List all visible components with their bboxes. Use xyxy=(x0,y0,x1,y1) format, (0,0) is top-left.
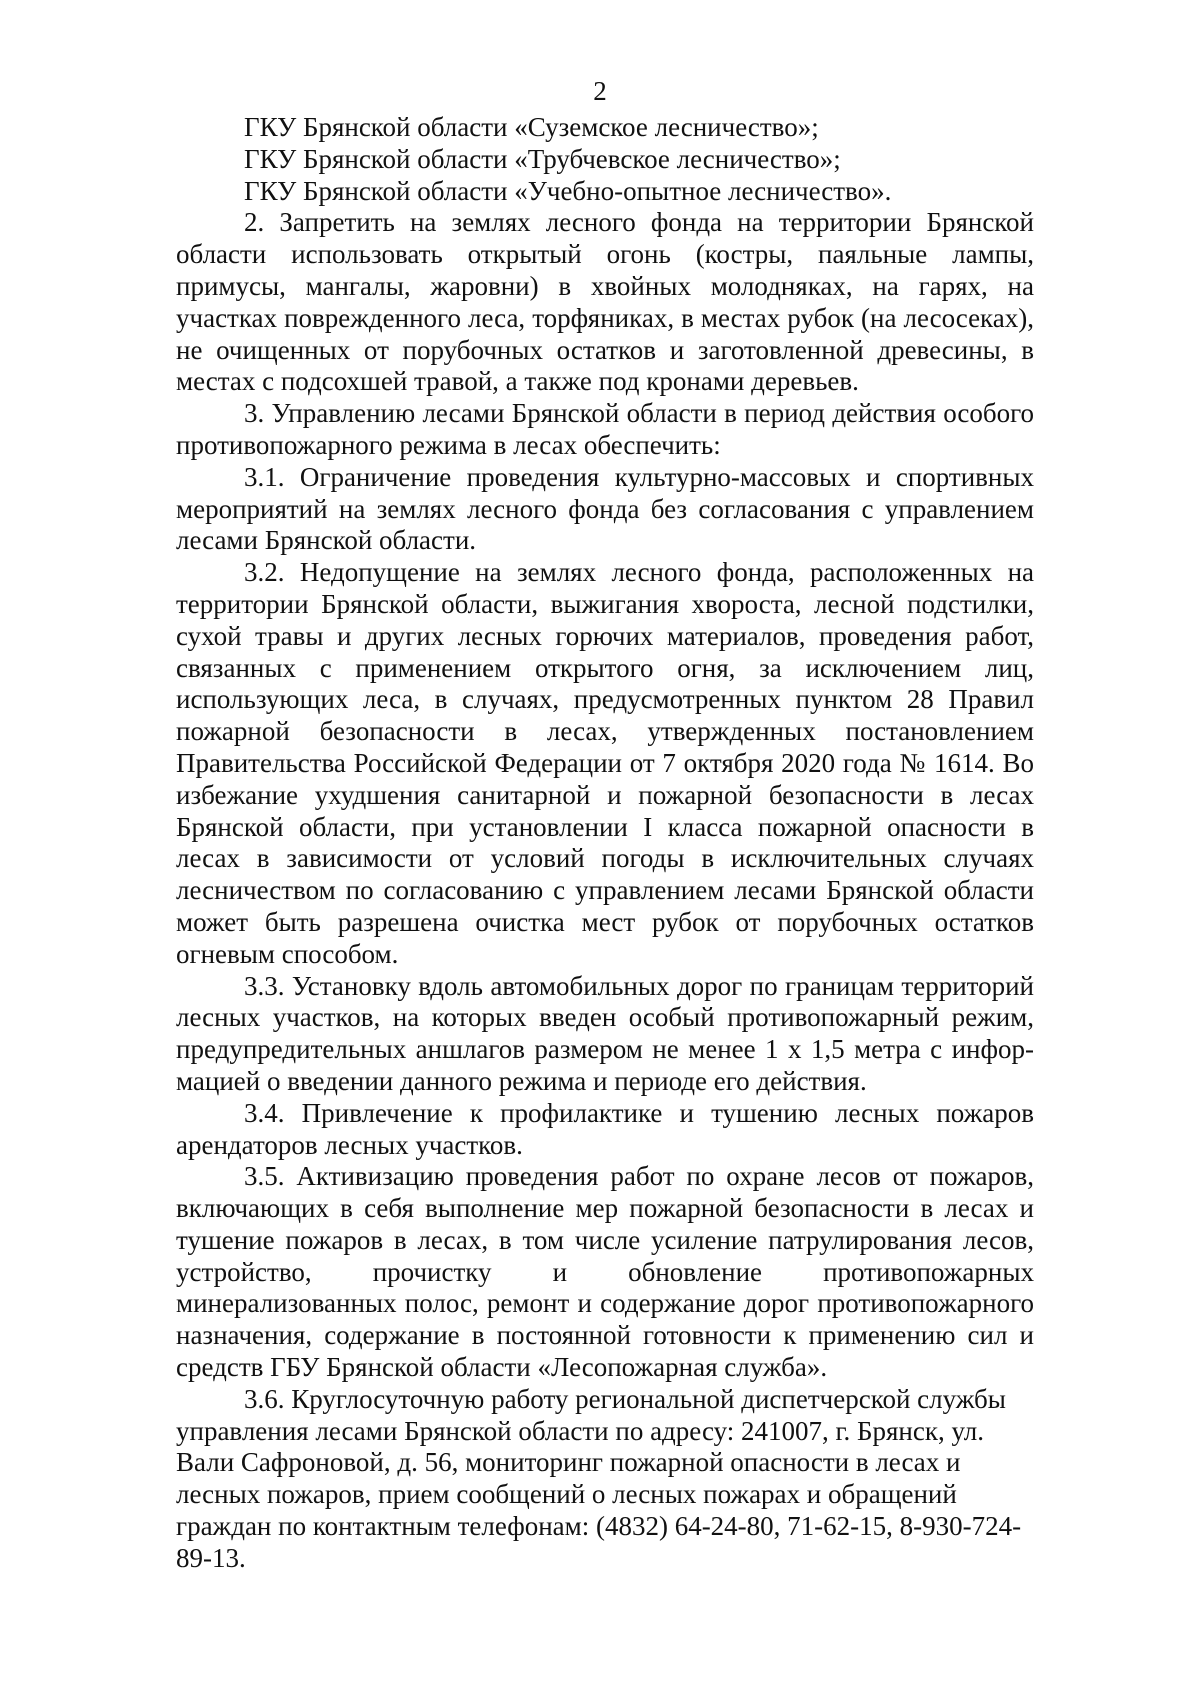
paragraph-3-6-dispatch-service: 3.6. Круглосуточную работу региональной диспетчерской службы управления лесами Брянской области по адресу: 241007, г. Брянск, ул. Вали Сафроновой, д. 56, мониторинг пожарной опасности в лесах и лесных пожаров, прием сообщений о лесных пожарах и обращений граждан по контактным телефонам: (4832) 64-24-80, 71-62-15, 8-930-724-89-13. xyxy=(176,1383,1022,1573)
paragraph-forestry-training: ГКУ Брянской области «Учебно-опытное лесничество». xyxy=(244,175,892,206)
paragraph-3-4-tenants-involvement: 3.4. Привлечение к профилактике и тушению лесных пожаров арендаторов лесных участков. xyxy=(176,1097,1034,1160)
paragraph-forestry-trubchevsk: ГКУ Брянской области «Трубчевское лесничество»; xyxy=(244,143,841,174)
page-number: 2 xyxy=(593,76,607,106)
document-body xyxy=(176,112,1034,1575)
paragraph-forestry-suzemka: ГКУ Брянской области «Суземское лесничество»; xyxy=(244,112,819,142)
paragraph-2-open-fire-ban: 2. Запретить на землях лесного фонда на территории Брянской области использовать открытый огонь (костры, паяльные лампы, примусы, мангалы, жаровни) в хвойных молодняках, на гарях, на участках поврежденного леса, торфяниках, в местах рубок (на лесосеках), не очищенных от порубочных остатков и заготовленной древесины, в местах с подсохшей травой, а также под кронами деревьев. xyxy=(176,207,1034,397)
paragraph-3-management-duties: 3. Управлению лесами Брянской области в период действия особого противопожарного режима в лесах обеспечить: xyxy=(176,398,1034,460)
paragraph-3-3-warning-signs: 3.3. Установку вдоль автомобильных дорог по границам территорий лесных участков, на которых введен особый противопожарный режим, предупредительных аншлагов размером не менее 1 х 1,5 метра с информацией о введении данного режима и периоде его действия. xyxy=(176,970,1034,1096)
paragraph-3-2-burning-prevention: 3.2. Недопущение на землях лесного фонда, расположенных на территории Брянской области, выжигания хвороста, лесной подстилки, сухой травы и других лесных горючих материалов, проведения работ, связанных с применением открытого огня, за исключением лиц, использующих леса, в случаях, предусмотренных пунктом 28 Правил пожарной безопасности в лесах, утвержденных постановлением Правительства Российской Федерации от 7 октября 2020 года № 1614. Во избежание ухудшения санитарной и пожарной безопасности в лесах Брянской области, при установлении I класса пожарной опасности в лесах в зависимости от условий погоды в исключительных случаях лесничеством по согласованию с управлением лесами Брянской области может быть разрешена очистка мест рубок от порубочных остатков огневым способом. xyxy=(176,557,1034,969)
paragraph-3-1-events-restriction: 3.1. Ограничение проведения культурно-массовых и спортивных мероприятий на землях лесного фонда без согласования с управлением лесами Брянской области. xyxy=(176,461,1034,556)
paragraph-3-5-fire-protection-works: 3.5. Активизацию проведения работ по охране лесов от пожаров, включающих в себя выполнение мер пожарной безопасности в лесах и тушение пожаров в лесах, в том числе усиление патрулирования лесов, устройство, прочистку и обновление противопожарных минерализованных полос, ремонт и содержание дорог противопожарного назначения, содержание в постоянной готовности к применению сил и средств ГБУ Брянской области «Лесопожарная служба». xyxy=(176,1161,1034,1383)
